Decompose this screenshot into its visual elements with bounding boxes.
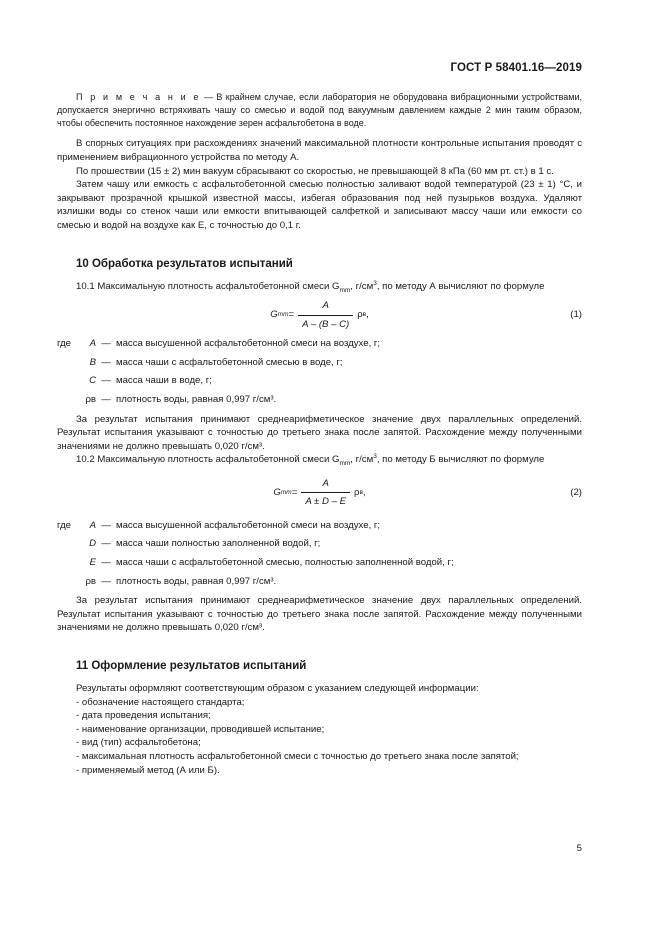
definition-row [57,356,582,370]
paragraph-10-2 [57,453,582,467]
definitions-2 [57,519,582,588]
formula-1-lhs: G [270,309,278,321]
definition-text: масса высушенной асфальтобетонной смеси на воздухе, г; [116,519,381,531]
formula-2-denominator: A ± D – E [301,492,350,509]
formula-2-equals: = [291,487,298,499]
where-label [57,393,76,407]
definition-dash: — [101,356,111,368]
definition-symbol: A [89,519,96,531]
definition-symbol: ρв [85,575,96,587]
definition-row [57,537,582,551]
list-item: - максимальная плотность асфальтобетонной смеси с точностью до третьего знака после запятой; [76,751,519,763]
page-number: 5 [576,843,582,854]
section-10-title: 10 Обработка результатов испытаний [76,257,293,270]
formula-2-number: (2) [570,487,582,499]
where-label [57,556,76,570]
paragraph-fill-water: Затем чашу или емкость с асфальтобетонной смесью полностью заливают водой температурой (23 ± 1) °С, и закрывают прозрачной крышкой известной массы, избегая образования под ней пузырьков воздуха. Удаляют излишки воды со стенок чаши или емкости впитывающей салфеткой и записывают массу чаши или емкости со смесью и водой на воздухе как Е, с точностью до 0,1 г. [57,179,582,231]
sub-mm: mm [339,286,351,294]
note-text: — В крайнем случае, если лаборатория не оборудована вибрационными устройствами, допускается энергично встряхивать чашу со смесью и водой под вакуумным давлением каждые 2 мин таким образом, чтобы обеспечить постоянное нахождение зерен асфальтобетона в воде. [57,92,583,128]
formula-1-expression: G mm = $\frac{A}{A - (B - C)}$ ρ в , [270,300,369,330]
definition-symbol: E [89,557,96,569]
where-label: где [57,338,72,350]
list-item: - вид (тип) асфальтобетона; [76,737,201,749]
definition-symbol: ρв [85,393,96,405]
where-label: где [57,519,72,531]
text-10-1-a: 10.1 Максимальную плотность асфальтобетонной смеси G [76,280,340,292]
formula-1-number: (1) [570,309,582,321]
formula-2-rho: ρ [353,487,360,499]
definition-symbol: C [89,375,96,387]
definition-dash: — [101,557,111,569]
list-item: - дата проведения испытания; [76,710,211,722]
formula-1-comma: , [366,309,369,321]
definition-text: масса чаши в воде, г; [116,375,212,387]
definition-dash: — [101,393,111,405]
text-10-1-c: , по методу А вычисляют по формуле [376,280,545,292]
where-label [57,356,76,370]
list-item: - применяемый метод (А или Б). [76,764,220,776]
definition-symbol: A [89,338,96,350]
definitions-1 [57,337,582,406]
definition-dash: — [101,375,111,387]
where-label [57,575,76,589]
definition-dash: — [101,519,111,531]
definition-row [57,575,582,589]
formula-2-expression: G mm = $\frac{A}{A \pm D - E}$ ρ в , [273,477,366,508]
paragraph-result-2: За результат испытания принимают среднеарифметическое значение двух параллельных определений. Результат испытания указывают с точностью до третьего знака после запятой. Расхождение между полученными значениями не должно превышать 0,020 г/см³. [57,595,582,634]
formula-2-numerator: A [322,477,329,489]
formula-1-rho: ρ [357,309,363,321]
definition-row [57,393,582,407]
text-10-1-b: , г/см [350,280,374,292]
paragraph-result-1: За результат испытания принимают среднеарифметическое значение двух параллельных определений. Результат испытания указывают с точностью до третьего знака после запятой. Расхождение между полученными значениями не должно превышать 0,020 г/см³. [57,413,582,452]
definition-row [57,556,582,570]
formula-2-lhs: G [273,487,281,499]
paragraph-dispute: В спорных ситуациях при расхождениях значений максимальной плотности контрольные испытания проводят с применением вибрационного устройства по методу А. [57,138,582,163]
definition-text: плотность воды, равная 0,997 г/см³. [116,393,277,405]
formula-2-fraction [301,477,350,509]
definition-dash: — [101,338,111,350]
section-11-title: 11 Оформление результатов испытаний [76,660,307,673]
formula-2-comma: , [362,487,366,499]
definition-text: масса чаши полностью заполненной водой, г; [116,538,321,550]
definition-text: масса чаши с асфальтобетонной смесью, полностью заполненной водой, г; [116,557,454,569]
definition-text: масса чаши с асфальтобетонной смесью в воде, г; [116,356,343,368]
list-item: - обозначение настоящего стандарта; [76,696,245,708]
formula-1-equals: = [288,309,295,321]
formula-2 [57,473,582,513]
list-item: - наименование организации, проводившей испытание; [76,723,325,735]
sup-3: 3 [373,453,377,461]
definition-text: масса высушенной асфальтобетонной смеси на воздухе, г; [116,338,381,350]
definition-row [57,337,582,351]
definition-row [57,374,582,388]
definition-symbol: D [89,538,96,550]
definition-dash: — [101,538,111,550]
definition-row [57,519,582,533]
note-paragraph [57,91,582,129]
results-list [57,696,582,778]
paragraph-10-1 [57,280,582,294]
formula-1 [57,295,582,335]
text-10-2-b: , г/см [350,454,374,466]
note-label: П р и м е ч а н и е [76,92,201,102]
page-content [57,91,582,777]
text-10-2-a: 10.2 Максимальную плотность асфальтобетонной смеси G [76,454,340,466]
formula-1-denominator: A – (B – C) [298,315,353,332]
formula-1-fraction [298,299,353,331]
definition-symbol: B [89,356,96,368]
where-label [57,537,76,551]
where-label [57,374,76,388]
sup-3: 3 [373,279,377,287]
paragraph-11-intro: Результаты оформляют соответствующим образом с указанием следующей информации: [76,683,479,695]
definition-dash: — [101,575,111,587]
text-10-2-c: , по методу Б вычисляют по формуле [376,454,545,466]
sub-mm: mm [339,460,351,468]
standard-header: ГОСТ Р 58401.16—2019 [450,62,582,74]
definition-text: плотность воды, равная 0,997 г/см³. [116,575,277,587]
formula-1-numerator: A [322,300,329,312]
paragraph-vacuum-release: По прошествии (15 ± 2) мин вакуум сбрасывают со скоростью, не превышающей 8 кПа (60 мм рт. ст.) в 1 с. [76,165,554,177]
